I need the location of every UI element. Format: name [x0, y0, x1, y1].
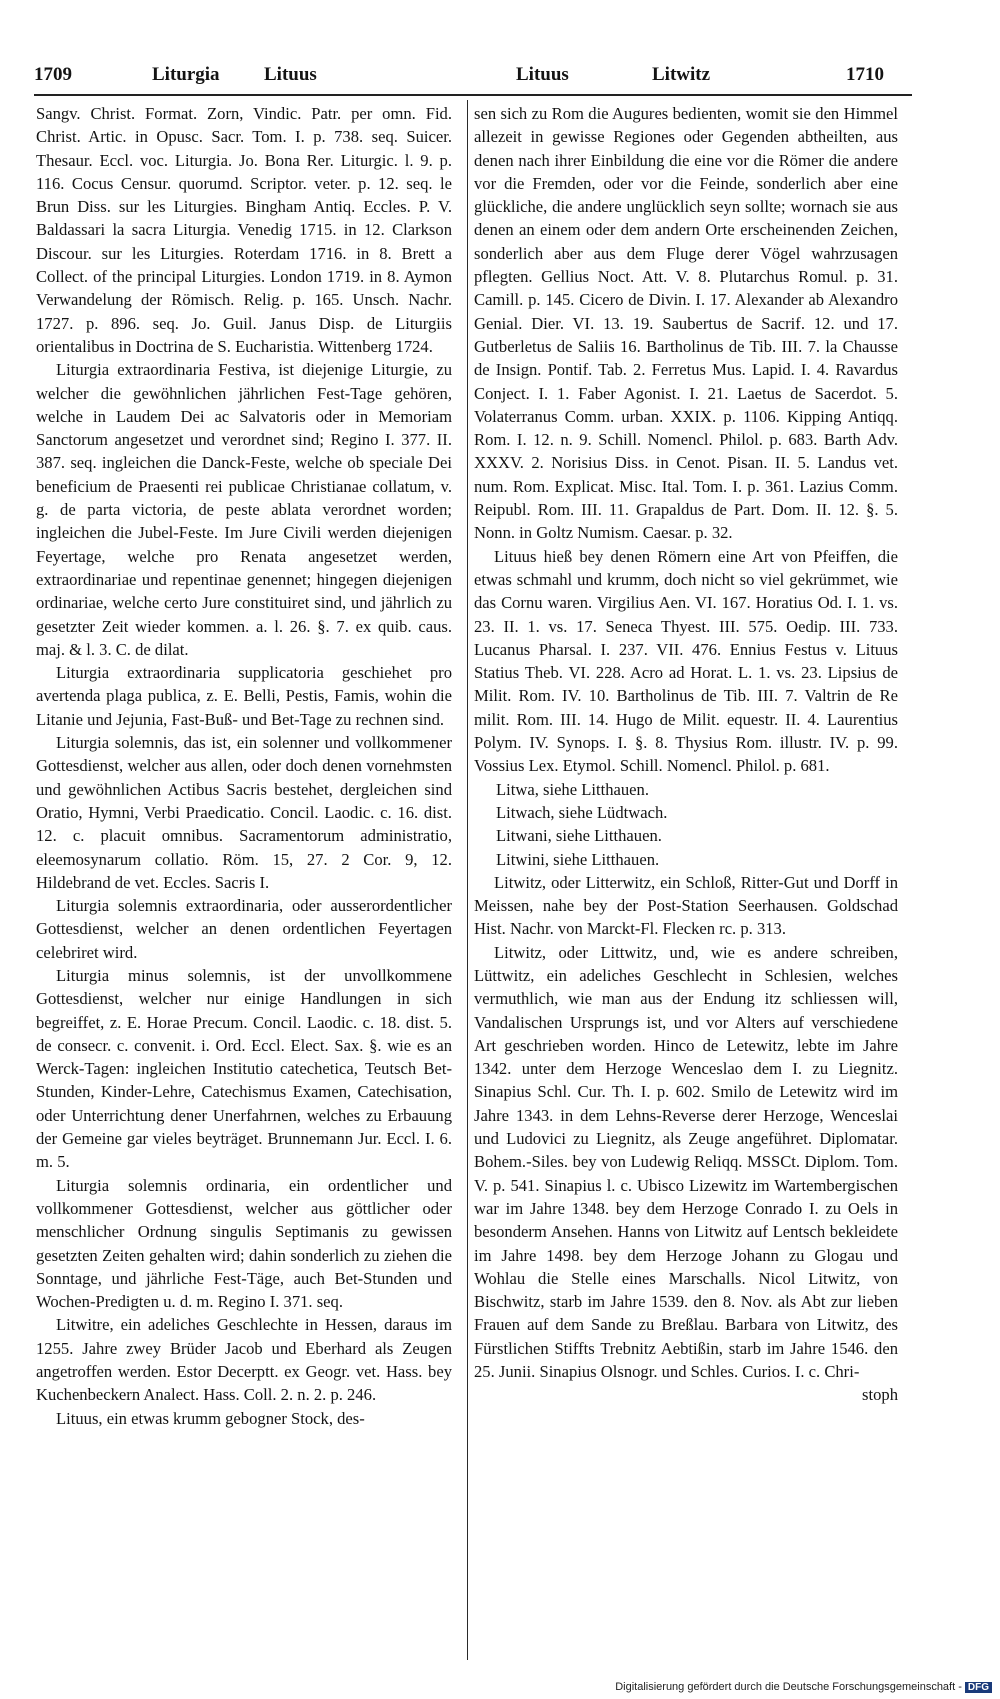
cross-reference: Litwani, siehe Litthauen.: [496, 826, 662, 846]
cross-reference: Litwa, siehe Litthauen.: [496, 779, 649, 799]
catchword: stoph: [862, 1385, 898, 1405]
paragraph: sen sich zu Rom die Augures bedienten, womit sie den Himmel allezeit in gewisse Regiones oder Gegenden abtheilten, aus denen nach ihrer Einbildung die eine vor die Römer die andere vor die Fremden, oder vor die Feinde, sonderlich aber eine glückliche, die andere unglücklich seyn sollte; wornach sie aus denen an einem oder dem andern Orte erscheinenden Zeichen, sonderlich aber aus dem Fluge derer Vögel wahrzusagen pflegten. Gellius Noct. Att. V. 8. Plutarchus Romul. p. 31. Camill. p. 145. Cicero de Divin. I. 17. Alexander ab Alexandro Genial. Dier. VI. 13. 19. Saubertus de Sacrif. 12. und 17. Gutberletus de Saliis 16. Bartholinus de Tib. III. 7. la Chausse de Insign. Pontif. Tab. 2. Ferretus Mus. Lapid. I. 4. Ravardus Conject. I. 1. Faber Agonist. I. 21. Laetus de Sacerdot. 5. Volaterranus Comm. urban. XXIX. p. 1106. Kipping Antiqq. Rom. I. 12. n. 9. Schill. Nomencl. Philol. p. 683. Barth Adv. XXXV. 2. Norisius Diss. in Cenot. Pisan. II. 5. Landus vet. num. Rom. Explicat. Misc. Ital. Tom. I. p. 361. Lazius Comm. Reipubl. Rom. III. 11. Grapaldus de Part. Dom. II. 12. §. 5. Nonn. in Goltz Numism. Caesar. p. 32.: [474, 104, 898, 543]
paragraph: Litwitre, ein adeliches Geschlechte in Hessen, daraus im 1255. Jahre zwey Brüder Jacob und Eberhard als Zeugen angetroffen werden. Estor Decerptt. ex Geogr. vet. Hass. bey Kuchenbeckern Analect. Hass. Coll. 2. n. 2. p. 246.: [36, 1315, 452, 1405]
paragraph: Lituus, ein etwas krumm gebogner Stock, des-: [56, 1408, 365, 1428]
running-header: [34, 62, 912, 90]
paragraph: Liturgia solemnis extraordinaria, oder ausserordentlicher Gottesdienst, welcher an denen ordentlichen Feyertagen celebriret wird.: [36, 896, 452, 962]
left-header-word-1: Liturgia: [152, 64, 220, 85]
left-page-number: 1709: [34, 64, 72, 85]
paragraph: Litwitz, oder Litterwitz, ein Schloß, Ritter-Gut und Dorff in Meissen, nahe bey der Post-Station Seerhausen. Goldschad Hist. Nachr. von Marckt-Fl. Flecken rc. p. 313.: [474, 872, 898, 939]
paragraph: Liturgia extraordinaria supplicatoria geschiehet pro avertenda plaga publica, z. E. Belli, Pestis, Famis, wohin die Litanie und Jejunia, Fast-Buß- und Bet-Tage zu rechnen sind.: [36, 663, 452, 729]
cross-reference: Litwach, siehe Lüdtwach.: [496, 802, 668, 822]
digitization-footer: [615, 1681, 992, 1693]
column-divider: [467, 100, 468, 1660]
footer-text: Digitalisierung gefördert durch die Deutsche Forschungsgemeinschaft -: [615, 1681, 962, 1693]
right-header-word-1: Lituus: [516, 64, 569, 85]
paragraph: Sangv. Christ. Format. Zorn, Vindic. Patr. per omn. Fid. Christ. Artic. in Opusc. Sacr. Tom. I. p. 738. seq. Suicer. Thesaur. Eccl. voc. Liturgia. Jo. Bona Rer. Liturgic. l. 9. p. 116. Cocus Censur. quorumd. Scriptor. veter. p. 12. seq. le Brun Diss. sur les Liturgies. Bingham Antiq. Eccles. P. V. Baldassari la sacra Liturgia. Venedig 1715. in 12. Clarkson Discour. sur les Liturgies. Roterdam 1716. in 8. Brett a Collect. of the principal Liturgies. London 1719. in 8. Aymon Verwandelung der Römisch. Relig. p. 165. Unsch. Nachr. 1727. p. 896. seq. Jo. Guil. Janus Disp. de Liturgiis orientalibus in Doctrina de S. Eucharistia. Wittenberg 1724.: [36, 104, 452, 356]
right-header-word-2: Litwitz: [652, 64, 711, 85]
paragraph: Litwitz, oder Littwitz, und, wie es andere schreiben, Lüttwitz, ein adeliches Geschlecht in Schlesien, welches vermuthlich, wie man aus der Endung itz schliessen will, Vandalischen Ursprungs ist, und vor Alters auf verschiedene Art geschrieben worden. Hinco de Letewitz, lebte im Jahre 1342. unter dem Herzoge Wenceslao dem I. zu Liegnitz. Sinapius Schl. Cur. Th. I. p. 602. Smilo de Letewitz wird im Jahre 1343. in dem Lehns-Reverse derer Herzoge, Wenceslai und Ludovici zu Liegnitz, als Zeuge angeführet. Diplomatar. Bohem.-Siles. bey von Ludewig Reliqq. MSSCt. Diplom. Tom. V. p. 541. Sinapius l. c. Ubisco Lizewitz im Wartembergischen war im Jahre 1348. bey dem Herzoge Conrado I. zu Oels in besonderm Ansehen. Hanns von Litwitz auf Lentsch bekleidete im Jahre 1498. bey dem Herzoge Johann zu Glogau und Wohlau die Stelle eines Marschalls. Nicol Litwitz, von Bischwitz, starb im Jahre 1539. den 8. Nov. als Abt zur lieben Frauen auf dem Sande zu Breßlau. Barbara von Litwitz, des Fürstlichen Stiffts Trebnitz Aebtißin, starb im Jahre 1546. den 25. Junii. Sinapius Olsnogr. und Schles. Curios. I. c. Chri-: [474, 942, 898, 1382]
header-rule: [34, 94, 912, 96]
dfg-logo: DFG: [965, 1682, 992, 1693]
paragraph: Lituus hieß bey denen Römern eine Art von Pfeiffen, die etwas schmahl und krumm, doch nicht so viel gekrümmet, wie das Cornu waren. Virgilius Aen. VI. 167. Horatius Od. I. 1. vs. 23. II. 1. vs. 17. Seneca Thyest. III. 575. Oedip. III. 733. Lucanus Pharsal. I. 237. VII. 476. Ennius Festus v. Lituus Statius Theb. VI. 228. Acro ad Horat. L. 1. vs. 23. Lipsius de Milit. Rom. IV. 10. Bartholinus de Tib. III. 7. Valtrin de Re milit. Rom. III. 14. Hugo de Milit. equestr. II. 4. Laurentius Polym. IV. Synops. I. §. 8. Thysius Rom. illustr. IV. p. 99. Vossius Lex. Etymol. Schill. Nomencl. Philol. p. 681.: [474, 546, 898, 776]
right-page-number: 1710: [846, 64, 884, 85]
right-column: [474, 102, 898, 1407]
paragraph: Liturgia solemnis, das ist, ein solenner und vollkommener Gottesdienst, welcher aus allen, oder doch denen vornehmsten und gewöhnlichen Actibus Sacris bestehet, dergleichen sind Oratio, Hymni, Verbi Praedicatio. Concil. Laodic. c. 16. dist. 12. c. placuit omnibus. Sacramentorum administratio, eleemosynarum collatio. Röm. 15, 27. 2 Cor. 9, 12. Hildebrand de vet. Eccles. Sacris I.: [36, 733, 452, 892]
left-column: [36, 102, 452, 1430]
left-header-word-2: Lituus: [264, 64, 317, 85]
paragraph: Liturgia extraordinaria Festiva, ist diejenige Liturgie, zu welcher die gewöhnlichen jährlichen Fest-Tage gehören, welche in Laudem Dei ac Salvatoris oder in Memoriam Sanctorum angesetzet und verordnet sind; Regino I. 377. II. 387. seq. ingleichen die Danck-Feste, welche ob speciale Dei beneficium de Praesenti rei publicae Christianae collatum, v. g. de parta victoria, de peste ablata verordnet worden; ingleichen die Jubel-Feste. Im Jure Civili werden diejenigen Feyertage, welche pro Renata angesetzet werden, extraordinariae und repentinae genennet; hingegen diejenigen ordinariae, welche certo Jure constituiret sind, und jährlich zu gesetzter Zeit wieder kommen. a. l. 26. §. 7. ex quib. caus. maj. & l. 3. C. de dilat.: [36, 360, 452, 659]
paragraph: Liturgia minus solemnis, ist der unvollkommene Gottesdienst, welcher nur einige Handlungen in sich begreiffet, z. E. Horae Precum. Concil. Laodic. c. 18. dist. 5. de consecr. c. convenit. i. Ord. Eccl. Elect. Sax. §. wie es an Werck-Tagen: ingleichen Institutio catechetica, Teutsch Bet-Stunden, Kinder-Lehre, Catechismus Examen, Catechisation, oder Unterrichtung dener Unerfahrnen, welches zu Erbauung der Gemeine gar vieles beyträget. Brunnemann Jur. Eccl. I. 6. m. 5.: [36, 965, 452, 1172]
paragraph: Liturgia solemnis ordinaria, ein ordentlicher und vollkommener Gottesdienst, welcher aus göttlicher oder menschlicher Ordnung singulis Septimanis zu gewissen gesetzten Zeiten gehalten wird; dahin sonderlich zu ziehen die Sonntage, und jährliche Fest-Täge, auch Bet-Stunden und Wochen-Predigten u. d. m. Regino I. 371. seq.: [36, 1175, 452, 1312]
cross-reference: Litwini, siehe Litthauen.: [496, 849, 660, 869]
